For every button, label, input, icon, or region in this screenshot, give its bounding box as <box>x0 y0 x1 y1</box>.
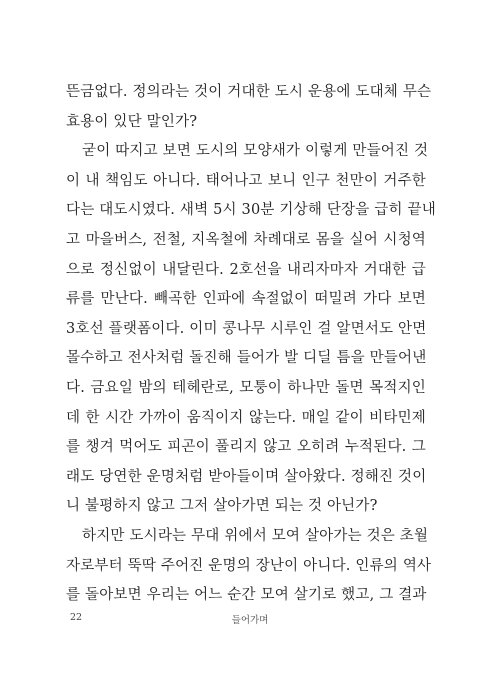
text-line: 를 챙겨 먹어도 피곤이 풀리지 않고 오히려 누적된다. 그 <box>66 439 426 456</box>
text-line: 몰수하고 전사처럼 돌진해 들어가 발 디딜 틈을 만들어낸 <box>66 350 427 367</box>
paragraph <box>66 522 432 611</box>
body-text <box>66 78 436 611</box>
text-line: 뜬금없다. 정의라는 것이 거대한 도시 운용에 도대체 무슨 <box>66 84 432 100</box>
text-line: 다는 대도시였다. 새벽 5시 30분 기상해 단장을 급히 끝내 <box>66 202 436 219</box>
text-line: 하지만 도시라는 무대 위에서 모여 살아가는 것은 초월 <box>82 527 429 544</box>
text-line: 다. 금요일 밤의 테헤란로, 모퉁이 하나만 돌면 목적지인 <box>66 379 426 396</box>
text-line: 데 한 시간 가까이 움직이지 않는다. 매일 같이 비타민제 <box>66 409 426 426</box>
text-line: 고 마을버스, 전철, 지옥철에 차례대로 몸을 실어 시청역 <box>66 231 426 248</box>
text-line: 를 돌아보면 우리는 어느 순간 모여 살기로 했고, 그 결과 <box>66 587 427 604</box>
paragraph <box>66 137 436 522</box>
page-number: 22 <box>70 612 83 623</box>
text-line: 3호선 플랫폼이다. 이미 콩나무 시루인 걸 알면서도 안면 <box>66 320 427 337</box>
text-line: 굳이 따지고 보면 도시의 모양새가 이렇게 만들어진 것 <box>82 143 429 160</box>
paragraph <box>66 78 432 137</box>
page-footer <box>0 612 500 630</box>
text-line: 으로 정신없이 내달린다. 2호선을 내리자마자 거대한 급 <box>66 261 426 278</box>
text-line: 류를 만난다. 빼곡한 인파에 속절없이 떠밀려 가다 보면 <box>66 291 426 308</box>
text-line: 자로부터 뚝딱 주어진 운명의 장난이 아니다. 인류의 역사 <box>66 557 432 574</box>
running-title: 들어가며 <box>231 615 269 626</box>
text-line: 효용이 있단 말인가? <box>66 113 198 130</box>
text-line: 니 불평하지 않고 그저 살아가면 되는 것 아닌가? <box>66 498 378 515</box>
text-line: 이 내 책임도 아니다. 태어나고 보니 인구 천만이 거주한 <box>66 172 426 189</box>
text-line: 래도 당연한 운명처럼 받아들이며 살아왔다. 정해진 것이 <box>66 468 427 485</box>
